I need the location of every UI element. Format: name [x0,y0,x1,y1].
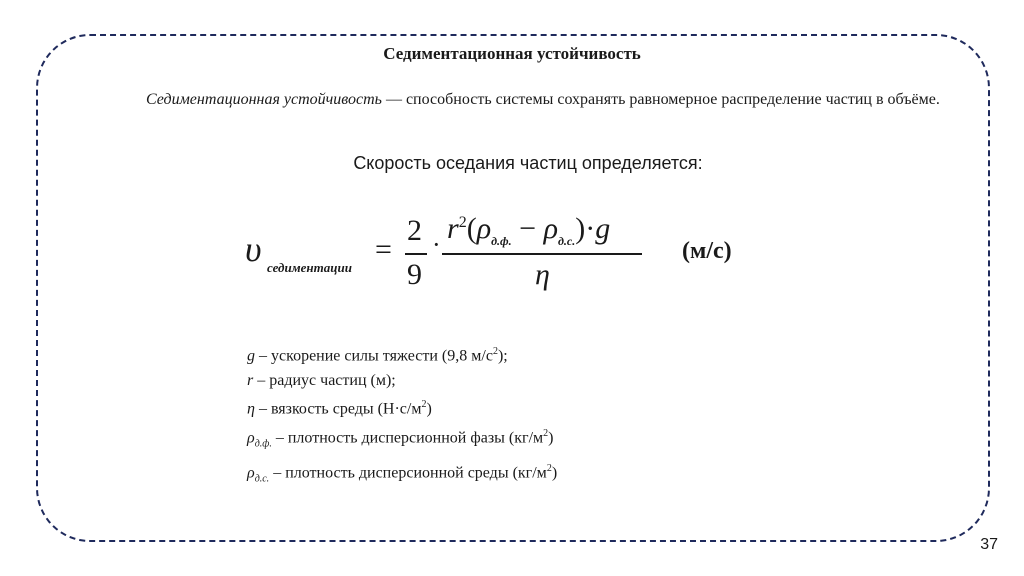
radius-symbol: r [447,212,459,245]
sedimentation-formula [245,208,765,298]
legend-item-g: g – ускорение силы тяжести (9,8 $м/с^2$); [247,346,508,365]
definition-paragraph [94,90,974,110]
speed-heading: Скорость оседания частиц определяется: [353,153,703,173]
formula-numerator: $r^2(\rho_{д.ф.} - \rho_{д.с.})\cdot g$ [447,212,611,248]
viscosity-denominator: η [535,258,550,291]
rho-medium-subscript: д.с. [557,234,576,248]
coefficient-fraction-bar [405,253,427,255]
page-number: 37 [980,536,998,553]
legend-item-eta: η – вязкость среды $(Н\cdot с/м^2)$ [247,399,432,418]
gravity-symbol: g [595,212,611,245]
definition-term: Седиментационная устойчивость [146,91,382,108]
velocity-symbol: υ [245,229,262,269]
legend-item-rho-phase: $\rho_{д.ф.}$ – плотность дисперсионной фазы $(кг/м^2)$ [247,428,554,450]
coefficient-denominator: 9 [407,258,422,291]
velocity-subscript: седиментации [267,260,352,275]
definition-text: — способность системы сохранять равномерное распределение частиц в объёме. [381,91,940,108]
rho-phase-subscript: д.ф. [491,234,512,248]
velocity-unit: (м/с) [682,238,732,264]
slide-title: Седиментационная устойчивость [383,44,641,63]
main-fraction-bar [442,253,642,255]
legend-item-r: r – радиус частиц (м); [247,371,396,389]
radius-power: 2 [458,214,467,231]
coefficient-numerator: 2 [407,214,422,247]
legend-item-rho-medium: $\rho_{д.с.}$ – плотность дисперсионной среды $(кг/м^2)$ [247,463,558,485]
multiply-dot: · [432,230,441,259]
equals-sign: = [375,233,392,266]
legend-list [247,340,557,492]
